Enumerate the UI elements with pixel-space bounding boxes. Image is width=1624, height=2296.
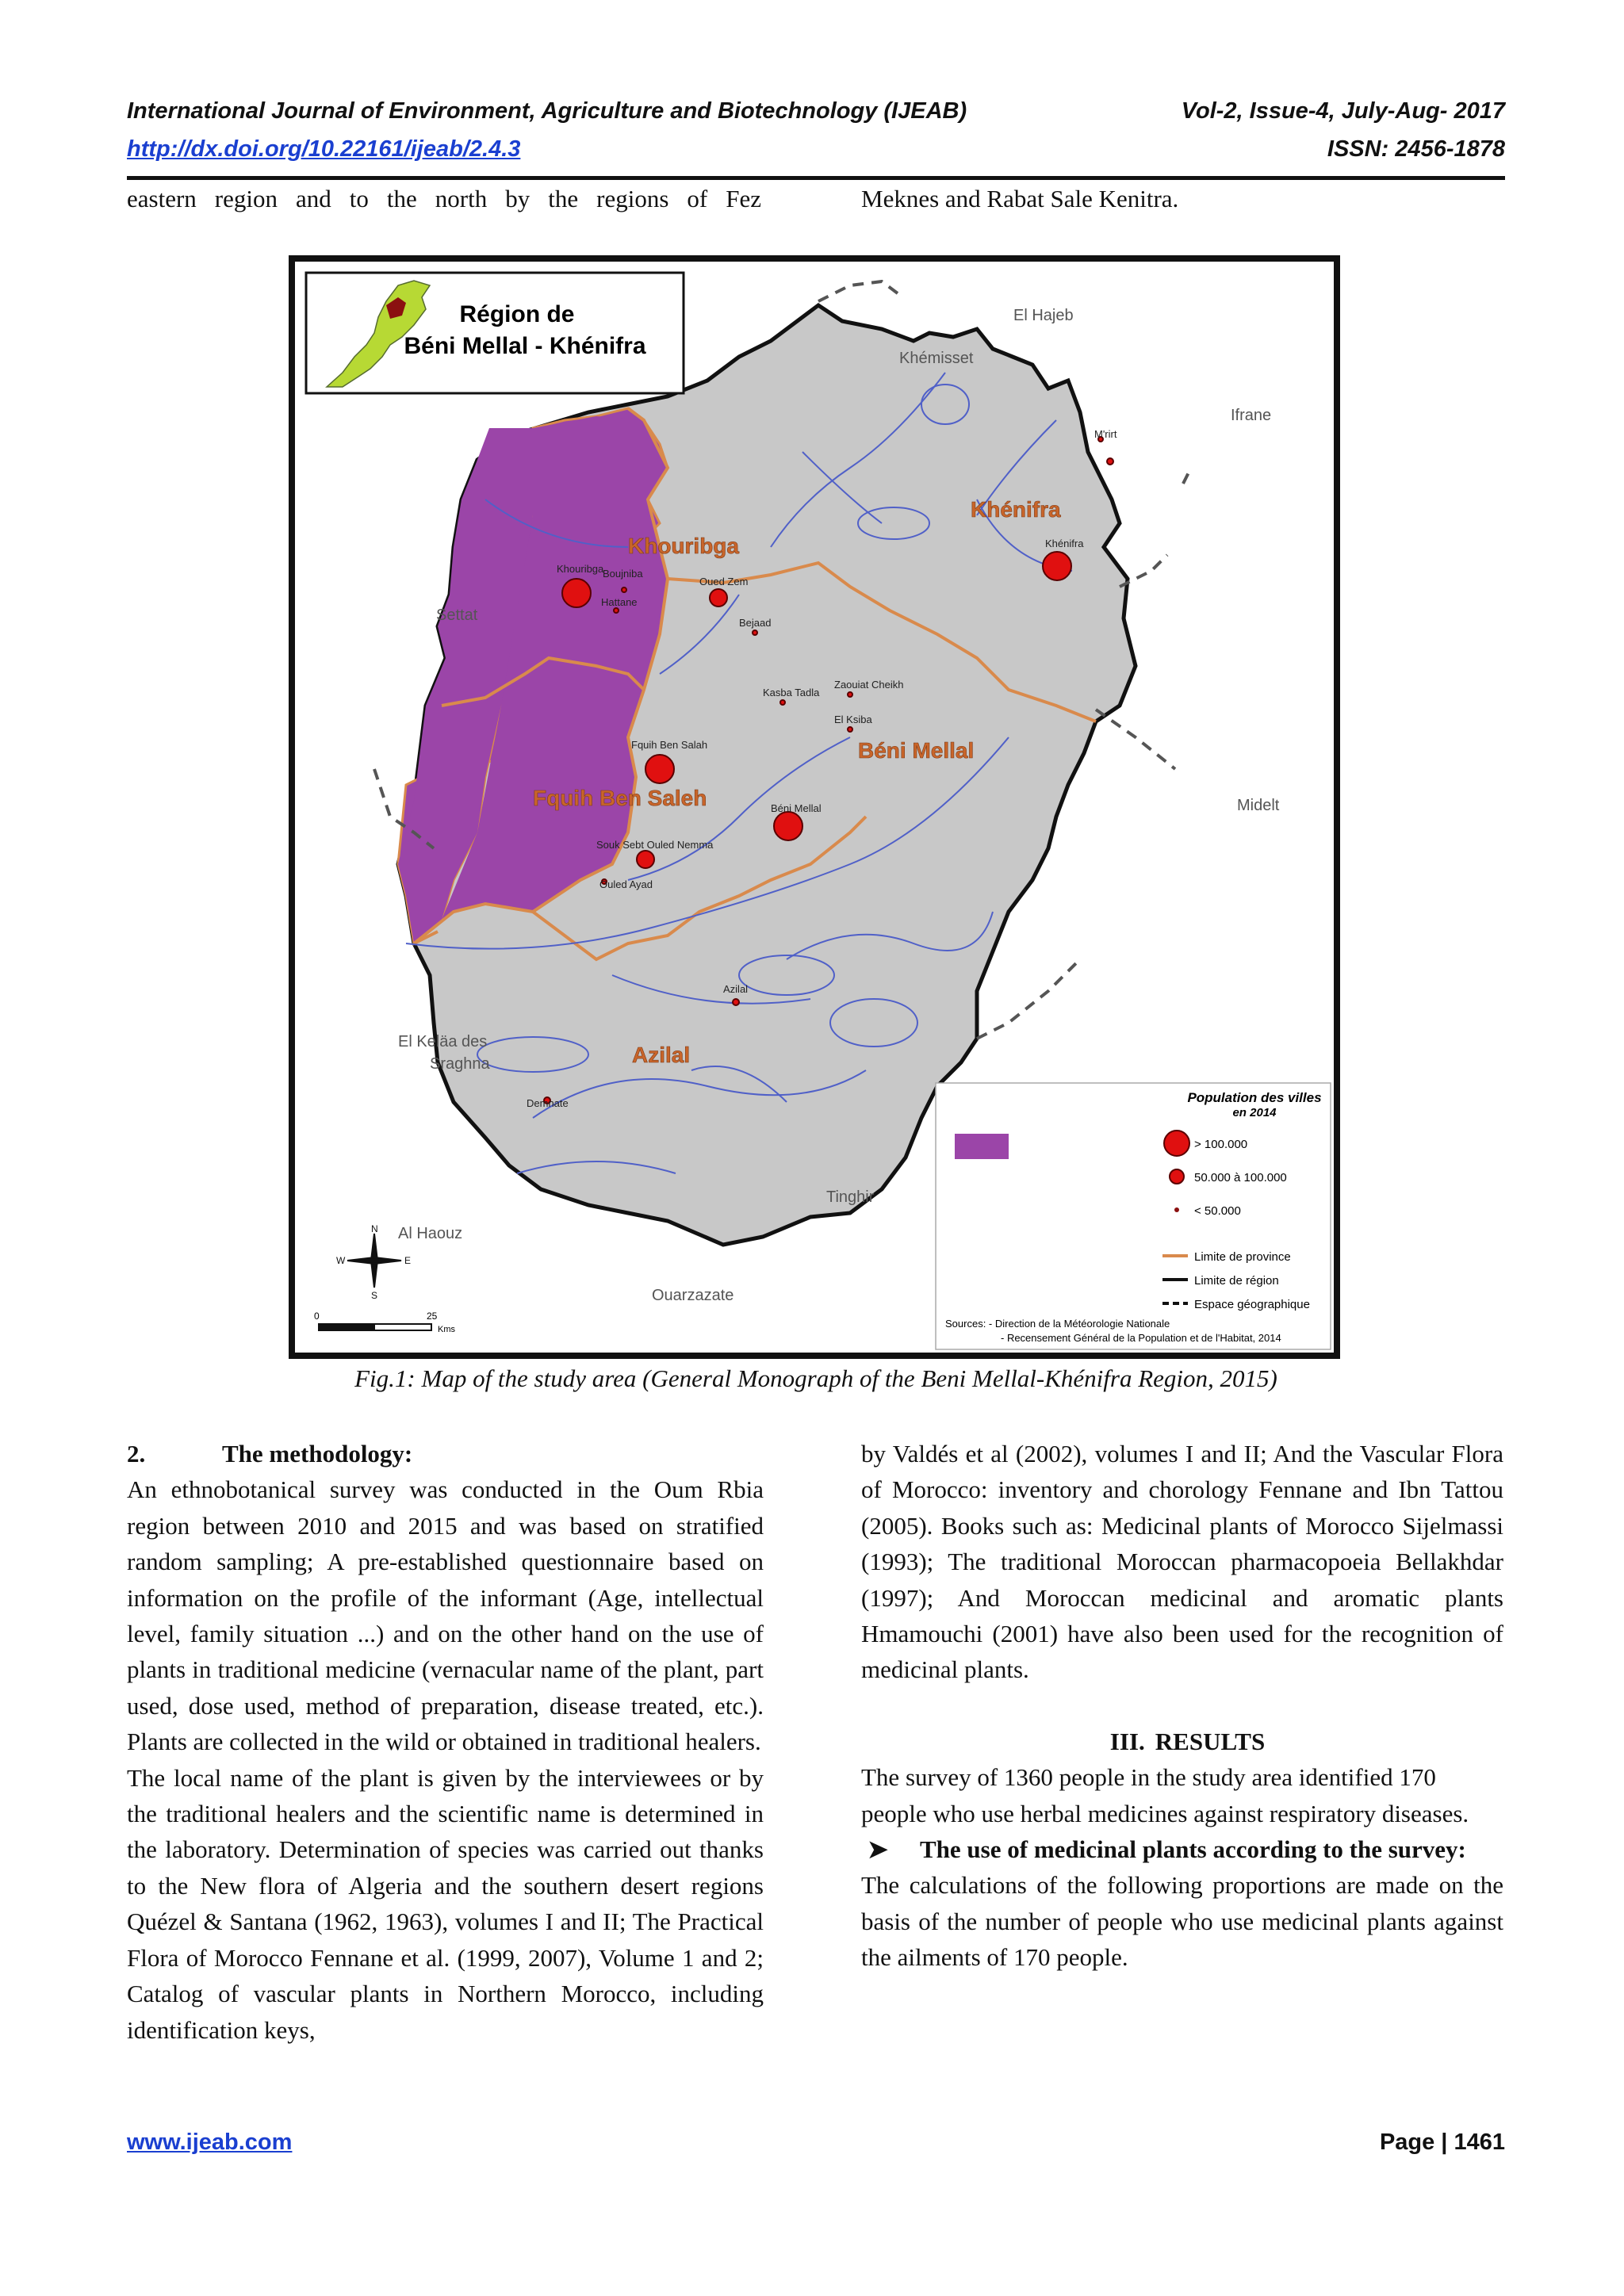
city-label: Kasba Tadla: [763, 687, 820, 698]
svg-text:0: 0: [314, 1311, 320, 1322]
svg-text:Limite de province: Limite de province: [1194, 1250, 1291, 1264]
neighbour-label: Ifrane: [1231, 407, 1272, 424]
neighbour-label: Tinghir: [826, 1188, 875, 1206]
svg-text:Limite de région: Limite de région: [1194, 1274, 1279, 1288]
inset-title-2: Béni Mellal - Khénifra: [404, 333, 646, 359]
svg-text:Espace géographique: Espace géographique: [1194, 1298, 1310, 1311]
svg-text:S: S: [371, 1290, 378, 1301]
locator-inset: [306, 273, 684, 393]
city-label: Souk Sebt Ouled Nemma: [596, 839, 714, 851]
city-label: Boujniba: [603, 568, 643, 580]
svg-text:> 100.000: > 100.000: [1194, 1138, 1248, 1151]
svg-text:E: E: [404, 1255, 412, 1266]
methodology-paragraph: by Valdés et al (2002), volumes I and II; And the Vascular Flora of Morocco: inventory and chorology Fennane and Ibn Tattou (2005). Books such as: Medicinal plants of Morocco Sijelmassi (1993); The traditional Moroccan pharmacopoeia Bellakhdar (1997); And Moroccan medicinal and aromatic plants Hmamouchi (2001) have also been used for the recognition of medicinal plants.: [861, 1440, 1503, 1684]
journal-title: International Journal of Environment, Agriculture and Biotechnology (IJEAB): [127, 98, 967, 124]
province-label: Azilal: [632, 1043, 691, 1067]
svg-text:Kms: Kms: [438, 1325, 455, 1334]
results-paragraph: The calculations of the following proportions are made on the basis of the number of people who use medicinal plants against the ailments of 170 people.: [861, 1871, 1503, 1972]
results-subheading: ➤ The use of medicinal plants according to the survey:: [861, 1831, 1503, 1867]
svg-text:Sources: - Direction de la Mét: Sources: - Direction de la Météorologie Nationale: [945, 1318, 1170, 1330]
svg-text:en 2014: en 2014: [1232, 1106, 1277, 1119]
neighbour-label: Midelt: [1237, 797, 1280, 814]
neighbour-label: Sraghna: [430, 1055, 490, 1073]
doi-header: [127, 136, 1505, 168]
province-label: Béni Mellal: [858, 738, 975, 763]
neighbour-label: Khémisset: [899, 350, 974, 367]
journal-header: [127, 98, 1505, 130]
neighbour-label: Settat: [436, 607, 478, 624]
inset-title-1: Région de: [459, 301, 575, 327]
svg-text:Population des villes: Population des villes: [1187, 1090, 1322, 1105]
scale-bar: [314, 1311, 456, 1334]
city-label: Azilal: [723, 983, 749, 995]
neighbour-label: El Keläa des: [398, 1033, 488, 1050]
header-rule: [127, 176, 1505, 180]
city-label: El Ksiba: [834, 714, 872, 725]
city-label: Ouled Ayad: [599, 878, 653, 890]
intro-left: eastern region and to the north by the regions of Fez: [127, 185, 761, 212]
svg-text:< 50.000: < 50.000: [1194, 1204, 1241, 1218]
svg-text:W: W: [336, 1255, 346, 1266]
methodology-paragraph: The local name of the plant is given by the interviewees or by the traditional healers and the scientific name is determined in the laboratory. Determination of species was carried out thanks to the New flora of Algeria and the southern desert regions Quézel & Santana (1962, 1963), volumes I and II; The Practical Flora of Morocco Fennane et al. (1999, 2007), Volume 1 and 2; Catalog of vascular plants in Northern Morocco, including identification keys,: [127, 1763, 764, 2044]
results-heading: III. RESULTS: [1109, 1727, 1266, 1755]
volume-info: Vol-2, Issue-4, July-Aug- 2017: [1181, 98, 1505, 124]
results-paragraph: The survey of 1360 people in the study area identified 170 people who use herbal medicines against respiratory diseases.: [861, 1763, 1469, 1827]
page-number: Page | 1461: [1379, 2130, 1505, 2155]
city-label: M'rirt: [1094, 428, 1117, 440]
city-label: Béni Mellal: [771, 802, 822, 814]
svg-text:25: 25: [427, 1311, 438, 1322]
svg-text:N: N: [371, 1223, 378, 1234]
svg-text:- Recensement Général de la Po: - Recensement Général de la Population et de l'Habitat, 2014: [1001, 1332, 1281, 1344]
methodology-heading: 2. The methodology:: [127, 1440, 413, 1468]
site-link[interactable]: www.ijeab.com: [127, 2130, 293, 2155]
left-column: [127, 1436, 764, 2048]
province-label: Khouribga: [628, 534, 739, 558]
neighbour-label: Al Haouz: [398, 1225, 463, 1242]
province-label: Fquih Ben Saleh: [533, 786, 707, 810]
city-label: Oued Zem: [699, 576, 749, 587]
svg-text:50.000 à 100.000: 50.000 à 100.000: [1194, 1171, 1287, 1184]
city-label: Khénifra: [1045, 538, 1084, 549]
city-label: Zaouiat Cheikh: [834, 679, 904, 691]
city-label: Fquih Ben Salah: [631, 739, 708, 751]
city-label: Hattane: [601, 596, 638, 608]
neighbour-label: Ouarzazate: [652, 1287, 734, 1304]
doi-link[interactable]: http://dx.doi.org/10.22161/ijeab/2.4.3: [127, 136, 521, 162]
figure-caption: Fig.1: Map of the study area (General Monograph of the Beni Mellal-Khénifra Region, 2015): [354, 1364, 1277, 1392]
province-label: Khénifra: [971, 497, 1061, 522]
arrow-bullet-icon: ➤: [868, 1835, 888, 1864]
neighbour-label: El Hajeb: [1013, 307, 1074, 324]
methodology-paragraph: An ethnobotanical survey was conducted in the Oum Rbia region between 2010 and 2015 and was based on stratified random sampling; A pre-established questionnaire based on information on the profile of the informant (Age, intellectual level, family situation ...) and on the other hand on the use of plants in traditional medicine (vernacular name of the plant, part used, dose used, method of preparation, disease treated, etc.). Plants are collected in the wild or obtained in traditional healers.: [127, 1475, 764, 1756]
map-legend: [936, 1083, 1331, 1349]
city-label: Khouribga: [557, 563, 604, 575]
city-label: Demnate: [527, 1097, 569, 1109]
study-area-map: [289, 255, 1340, 1359]
right-column: [861, 1436, 1503, 1976]
intro-right: Meknes and Rabat Sale Kenitra.: [861, 185, 1179, 212]
issn: ISSN: 2456-1878: [1327, 136, 1505, 162]
city-label: Bejaad: [739, 617, 772, 629]
